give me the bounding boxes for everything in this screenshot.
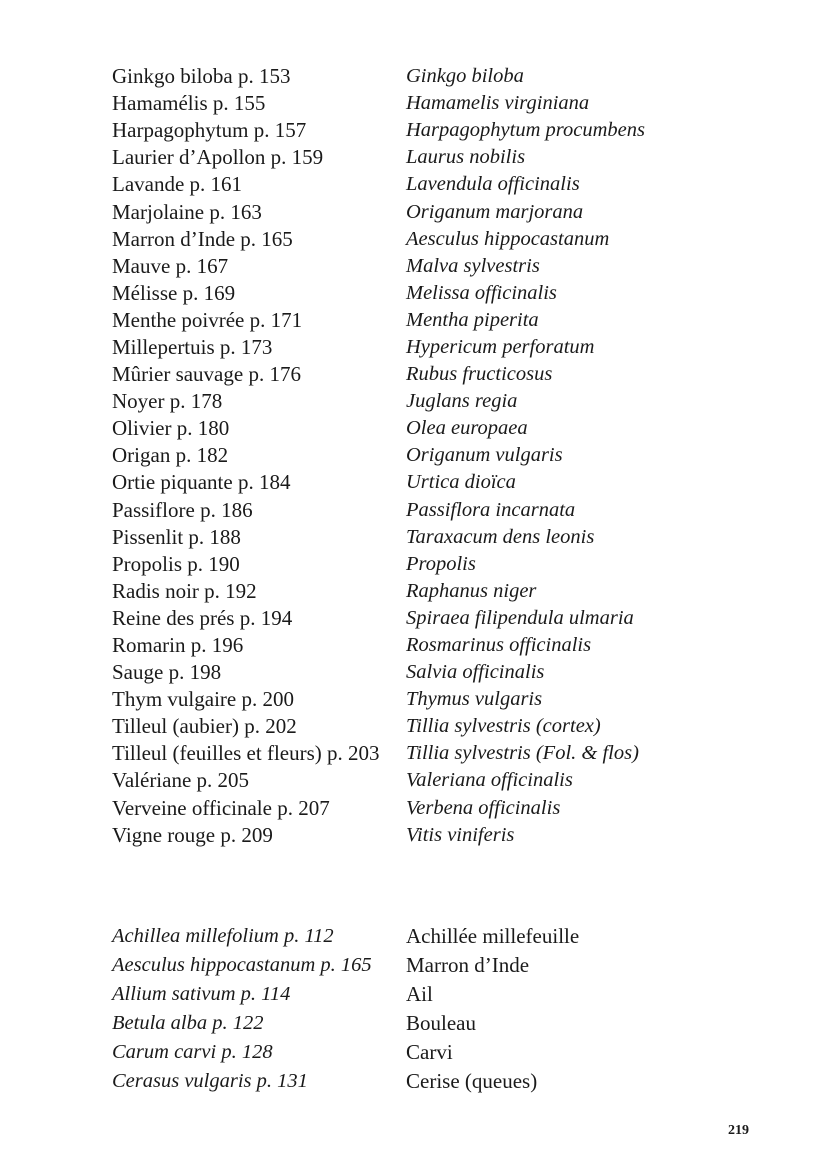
common-name-entry: Verveine officinale p. 207 (112, 795, 330, 820)
latin-name-entry: Carum carvi p. 128 (112, 1041, 273, 1063)
latin-name-entry: Olea europaea (406, 417, 528, 440)
index-row (112, 951, 772, 980)
index-row (112, 253, 772, 280)
common-name-entry: Passiflore p. 186 (112, 497, 253, 522)
index-row (112, 226, 772, 253)
common-to-latin-index (112, 63, 772, 849)
common-name-entry: Pissenlit p. 188 (112, 524, 241, 549)
index-row (112, 388, 772, 415)
common-name-entry: Mûrier sauvage p. 176 (112, 362, 301, 387)
common-name-entry: Thym vulgaire p. 200 (112, 687, 294, 712)
index-row (112, 117, 772, 144)
latin-name-entry: Ginkgo biloba (406, 65, 524, 88)
common-name-entry: Millepertuis p. 173 (112, 334, 273, 359)
index-row (112, 63, 772, 90)
index-row (112, 713, 772, 740)
latin-name-entry: Thymus vulgaris (406, 688, 543, 711)
latin-name-entry: Allium sativum p. 114 (112, 983, 291, 1005)
index-row (112, 822, 772, 849)
common-name-entry: Marron d’Inde p. 165 (112, 226, 293, 251)
latin-name-entry: Rubus fructicosus (406, 363, 553, 386)
latin-name-entry: Cerasus vulgaris p. 131 (112, 1070, 308, 1092)
index-row (112, 361, 772, 388)
common-name-entry: Carvi (406, 1040, 453, 1064)
index-row (112, 497, 772, 524)
latin-name-entry: Lavendula officinalis (406, 173, 580, 196)
common-name-entry: Hamamélis p. 155 (112, 91, 266, 116)
common-name-entry: Mélisse p. 169 (112, 280, 236, 305)
latin-name-entry: Tillia sylvestris (cortex) (406, 715, 601, 738)
index-row (112, 307, 772, 334)
latin-name-entry: Betula alba p. 122 (112, 1012, 264, 1034)
common-name-entry: Ail (406, 982, 433, 1006)
index-row (112, 551, 772, 578)
common-name-entry: Lavande p. 161 (112, 172, 243, 197)
latin-name-entry: Valeriana officinalis (406, 769, 573, 792)
latin-name-entry: Vitis viniferis (406, 823, 515, 846)
index-row (112, 659, 772, 686)
common-name-entry: Sauge p. 198 (112, 660, 222, 685)
common-name-entry: Achillée millefeuille (406, 924, 580, 948)
latin-name-entry: Origanum vulgaris (406, 444, 563, 467)
common-name-entry: Ortie piquante p. 184 (112, 470, 291, 495)
common-name-entry: Valériane p. 205 (112, 768, 250, 793)
common-name-entry: Marron d’Inde (406, 953, 530, 977)
common-name-entry: Ginkgo biloba p. 153 (112, 64, 291, 89)
index-row (112, 767, 772, 794)
index-row (112, 1038, 772, 1067)
index-row (112, 632, 772, 659)
page-number: 219 (728, 1123, 749, 1138)
index-row (112, 686, 772, 713)
latin-name-entry: Achillea millefolium p. 112 (112, 925, 334, 947)
index-row (112, 605, 772, 632)
latin-name-entry: Taraxacum dens leonis (406, 525, 595, 548)
latin-name-entry: Raphanus niger (406, 579, 537, 602)
common-name-entry: Noyer p. 178 (112, 389, 223, 414)
common-name-entry: Marjolaine p. 163 (112, 199, 262, 224)
index-row (112, 334, 772, 361)
common-name-entry: Laurier d’Apollon p. 159 (112, 145, 324, 170)
latin-name-entry: Verbena officinalis (406, 796, 561, 819)
latin-name-entry: Urtica dioïca (406, 471, 516, 494)
common-name-entry: Bouleau (406, 1011, 476, 1035)
latin-name-entry: Tillia sylvestris (Fol. & flos) (406, 742, 639, 765)
common-name-entry: Mauve p. 167 (112, 253, 229, 278)
index-row (112, 740, 772, 767)
common-name-entry: Reine des prés p. 194 (112, 605, 293, 630)
common-name-entry: Tilleul (aubier) p. 202 (112, 714, 297, 739)
index-row (112, 578, 772, 605)
common-name-entry: Origan p. 182 (112, 443, 229, 468)
latin-to-common-index (112, 922, 772, 1096)
latin-name-entry: Rosmarinus officinalis (406, 634, 592, 657)
common-name-entry: Menthe poivrée p. 171 (112, 307, 303, 332)
index-row (112, 280, 772, 307)
index-row (112, 415, 772, 442)
latin-name-entry: Harpagophytum procumbens (406, 119, 645, 142)
common-name-entry: Propolis p. 190 (112, 551, 240, 576)
index-row (112, 980, 772, 1009)
common-name-entry: Vigne rouge p. 209 (112, 822, 273, 847)
index-row (112, 1009, 772, 1038)
latin-name-entry: Origanum marjorana (406, 200, 584, 223)
latin-name-entry: Hypericum perforatum (406, 335, 595, 358)
latin-name-entry: Mentha piperita (406, 308, 539, 331)
index-row (112, 1067, 772, 1096)
latin-name-entry: Laurus nobilis (406, 146, 526, 169)
common-name-entry: Cerise (queues) (406, 1069, 538, 1093)
index-row (112, 442, 772, 469)
common-name-entry: Harpagophytum p. 157 (112, 118, 307, 143)
latin-name-entry: Melissa officinalis (406, 281, 557, 304)
index-row (112, 171, 772, 198)
common-name-entry: Olivier p. 180 (112, 416, 230, 441)
latin-name-entry: Passiflora incarnata (406, 498, 576, 521)
latin-name-entry: Malva sylvestris (406, 254, 540, 277)
latin-name-entry: Propolis (406, 552, 476, 575)
common-name-entry: Romarin p. 196 (112, 633, 244, 658)
common-name-entry: Radis noir p. 192 (112, 578, 257, 603)
index-row (112, 922, 772, 951)
latin-name-entry: Juglans regia (406, 390, 518, 413)
index-row (112, 795, 772, 822)
latin-name-entry: Hamamelis virginiana (406, 92, 590, 115)
common-name-entry: Tilleul (feuilles et fleurs) p. 203 (112, 741, 380, 766)
latin-name-entry: Spiraea filipendula ulmaria (406, 606, 634, 629)
index-row (112, 469, 772, 496)
index-row (112, 524, 772, 551)
index-row (112, 198, 772, 225)
latin-name-entry: Aesculus hippocastanum (406, 227, 610, 250)
index-row (112, 90, 772, 117)
latin-name-entry: Salvia officinalis (406, 661, 545, 684)
latin-name-entry: Aesculus hippocastanum p. 165 (112, 954, 372, 976)
index-row (112, 144, 772, 171)
